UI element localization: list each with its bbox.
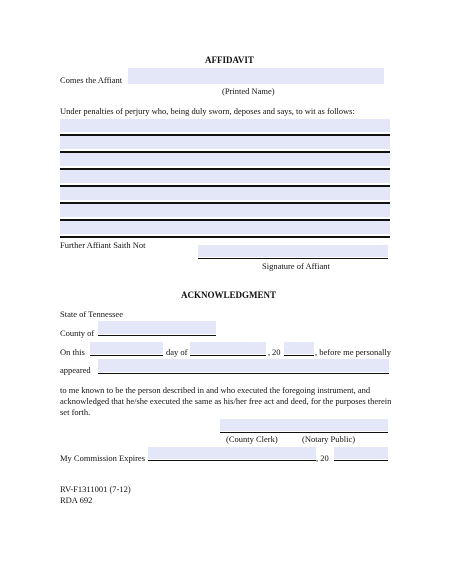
county-clerk-label: (County Clerk) xyxy=(226,434,278,444)
statement-line-7 xyxy=(60,236,390,238)
ack-body-line-1: to me known to be the person described in and who executed the foregoing instrument, and xyxy=(60,385,371,395)
form-number: RV-F1311001 (7-12) xyxy=(60,484,131,494)
county-field[interactable] xyxy=(98,321,216,334)
signature-of-affiant-label: Signature of Affiant xyxy=(262,261,330,271)
clerk-notary-field[interactable] xyxy=(220,419,388,431)
ack-body-line-2: acknowledged that he/she executed the same as his/her free act and deed, for the purposes therein xyxy=(60,396,392,406)
appeared-label: appeared xyxy=(60,365,91,375)
comma-separator: , xyxy=(268,347,271,357)
commission-date-field[interactable] xyxy=(148,447,316,459)
document-title: AFFIDAVIT xyxy=(205,55,254,65)
further-affiant-label: Further Affiant Saith Not xyxy=(60,240,146,250)
signature-field[interactable] xyxy=(198,245,388,257)
statement-field-6[interactable] xyxy=(60,204,390,217)
twenty-label: 20 xyxy=(272,347,281,357)
appeared-line xyxy=(98,373,389,374)
statement-field-3[interactable] xyxy=(60,153,390,166)
year-field[interactable] xyxy=(284,342,314,354)
statement-field-5[interactable] xyxy=(60,187,390,200)
on-this-label: On this xyxy=(60,347,85,357)
notary-public-label: (Notary Public) xyxy=(302,434,356,444)
rda-number: RDA 692 xyxy=(60,495,93,505)
commission-year-line xyxy=(334,460,388,461)
commission-twenty-label: , 20 xyxy=(316,453,329,463)
commission-expires-label: My Commission Expires xyxy=(60,453,146,463)
comes-the-affiant-label: Comes the Affiant xyxy=(60,75,123,85)
day-of-label: day of xyxy=(166,347,188,357)
year-line xyxy=(284,355,314,356)
acknowledgment-title: ACKNOWLEDGMENT xyxy=(181,290,277,300)
affiant-name-field[interactable] xyxy=(128,68,384,84)
statement-field-1[interactable] xyxy=(60,119,390,132)
statement-field-2[interactable] xyxy=(60,136,390,149)
statement-field-7[interactable] xyxy=(60,221,390,234)
appeared-name-field[interactable] xyxy=(98,359,389,372)
clerk-notary-line xyxy=(220,432,388,433)
before-me-label: , before me personally xyxy=(315,347,391,357)
month-field[interactable] xyxy=(190,342,266,354)
day-line xyxy=(90,355,163,356)
county-of-label: County of xyxy=(60,328,95,338)
penalties-statement: Under penalties of perjury who, being duly sworn, deposes and says, to wit as follows: xyxy=(60,106,355,116)
printed-name-label: (Printed Name) xyxy=(222,86,275,96)
signature-line xyxy=(198,258,388,259)
ack-body-line-3: set forth. xyxy=(60,407,91,417)
state-label: State of Tennessee xyxy=(60,309,123,319)
commission-date-line xyxy=(148,460,316,461)
commission-year-field[interactable] xyxy=(334,447,388,459)
county-line xyxy=(98,335,216,336)
day-field[interactable] xyxy=(90,342,163,354)
statement-field-4[interactable] xyxy=(60,170,390,183)
month-line xyxy=(190,355,266,356)
